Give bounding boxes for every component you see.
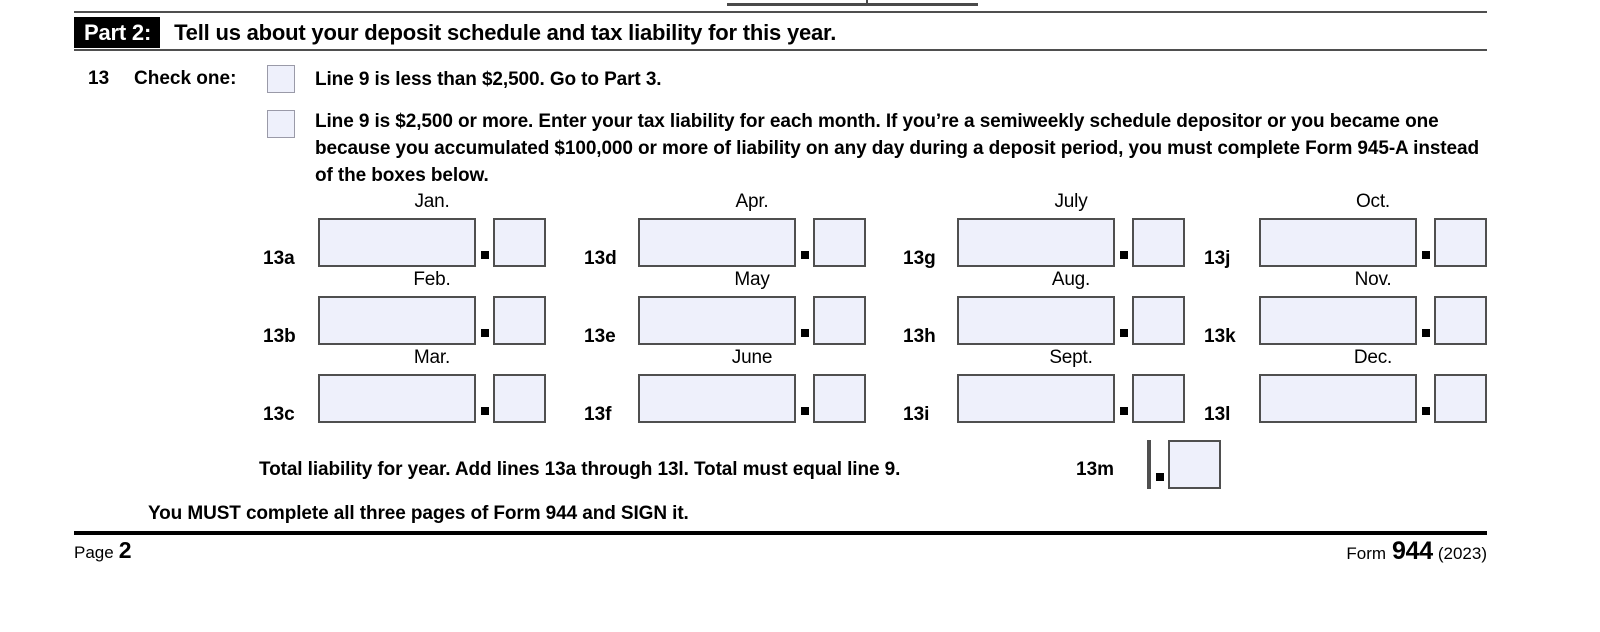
decimal-point-icon: [481, 407, 489, 415]
check-one-label: Check one:: [134, 68, 237, 89]
month-label-13e: May: [734, 269, 770, 290]
line-label-13e: 13e: [584, 326, 616, 347]
decimal-separator-13b: [476, 296, 493, 345]
line-13m-decimal-separator: [1151, 440, 1168, 489]
previous-section-field-divider: [866, 0, 868, 3]
cents-input-13k[interactable]: [1434, 296, 1487, 345]
month-label-13g: July: [1054, 191, 1088, 212]
money-box-13e: [638, 296, 866, 345]
dollars-input-13l[interactable]: [1259, 374, 1417, 423]
month-label-13f: June: [731, 347, 773, 368]
dollars-input-13b[interactable]: [318, 296, 476, 345]
dollars-input-13d[interactable]: [638, 218, 796, 267]
decimal-point-icon: [481, 329, 489, 337]
decimal-point-icon: [1422, 407, 1430, 415]
cents-input-13f[interactable]: [813, 374, 866, 423]
money-box-13c: [318, 374, 546, 423]
footer-form-number: 944: [1392, 537, 1433, 565]
line-label-13f: 13f: [584, 404, 612, 425]
money-box-13h: [957, 296, 1185, 345]
money-box-13l: [1259, 374, 1487, 423]
cents-input-13a[interactable]: [493, 218, 546, 267]
dollars-input-13c[interactable]: [318, 374, 476, 423]
decimal-point-icon: [801, 251, 809, 259]
month-label-13c: Mar.: [413, 347, 451, 368]
line-13-option-2-text: Line 9 is $2,500 or more. Enter your tax liability for each month. If you’re a semiweekly schedule depositor or you became one because you accumulated $100,000 or more of liability on any day during a deposit period, you must complete Form 945-A instead of the boxes below.: [315, 111, 1479, 186]
dollars-input-13k[interactable]: [1259, 296, 1417, 345]
previous-section-field-edge: [727, 0, 978, 6]
line-label-13i: 13i: [903, 404, 930, 425]
decimal-separator-13g: [1115, 218, 1132, 267]
line-label-13j: 13j: [1204, 248, 1231, 269]
cents-input-13i[interactable]: [1132, 374, 1185, 423]
month-label-13a: Jan.: [414, 191, 450, 212]
line-label-13l: 13l: [1204, 404, 1231, 425]
decimal-separator-13h: [1115, 296, 1132, 345]
divider-below-part2: [74, 49, 1487, 51]
cents-input-13g[interactable]: [1132, 218, 1185, 267]
line-label-13a: 13a: [263, 248, 295, 269]
line-13m-money-box: [1147, 440, 1221, 489]
dollars-input-13e[interactable]: [638, 296, 796, 345]
month-label-13k: Nov.: [1354, 269, 1392, 290]
footer-form-word: Form: [1346, 544, 1387, 563]
dollars-input-13a[interactable]: [318, 218, 476, 267]
month-label-13b: Feb.: [413, 269, 451, 290]
line-13m-label: 13m: [1076, 459, 1115, 480]
decimal-separator-13f: [796, 374, 813, 423]
decimal-point-icon: [1422, 329, 1430, 337]
part2-header: [74, 17, 836, 48]
cents-input-13c[interactable]: [493, 374, 546, 423]
cents-input-13l[interactable]: [1434, 374, 1487, 423]
dollars-input-13i[interactable]: [957, 374, 1115, 423]
money-box-13a: [318, 218, 546, 267]
decimal-separator-13i: [1115, 374, 1132, 423]
footer-page-indicator: [74, 537, 132, 564]
line-13m-cents-input[interactable]: [1168, 440, 1221, 489]
month-label-13i: Sept.: [1049, 347, 1093, 368]
month-label-13l: Dec.: [1353, 347, 1393, 368]
must-complete-notice: You MUST complete all three pages of Form 944 and SIGN it.: [148, 503, 689, 524]
decimal-point-icon: [801, 329, 809, 337]
dollars-input-13j[interactable]: [1259, 218, 1417, 267]
money-box-13k: [1259, 296, 1487, 345]
money-box-13i: [957, 374, 1185, 423]
money-box-13j: [1259, 218, 1487, 267]
line-label-13h: 13h: [903, 326, 936, 347]
line-label-13b: 13b: [263, 326, 296, 347]
decimal-separator-13e: [796, 296, 813, 345]
dollars-input-13g[interactable]: [957, 218, 1115, 267]
money-box-13g: [957, 218, 1185, 267]
footer-form-year: (2023): [1437, 544, 1487, 563]
footer-page-number: 2: [118, 537, 132, 563]
decimal-point-icon: [1156, 473, 1164, 481]
decimal-separator-13j: [1417, 218, 1434, 267]
line-label-13d: 13d: [584, 248, 617, 269]
decimal-point-icon: [1120, 329, 1128, 337]
decimal-point-icon: [1422, 251, 1430, 259]
money-box-13d: [638, 218, 866, 267]
line-label-13k: 13k: [1204, 326, 1236, 347]
money-box-13f: [638, 374, 866, 423]
cents-input-13j[interactable]: [1434, 218, 1487, 267]
decimal-point-icon: [801, 407, 809, 415]
footer-form-identifier: [1346, 537, 1487, 566]
line-13-number: 13: [88, 68, 110, 89]
decimal-point-icon: [1120, 251, 1128, 259]
decimal-separator-13k: [1417, 296, 1434, 345]
cents-input-13b[interactable]: [493, 296, 546, 345]
part2-title: Tell us about your deposit schedule and tax liability for this year.: [174, 20, 837, 45]
decimal-separator-13d: [796, 218, 813, 267]
cents-input-13h[interactable]: [1132, 296, 1185, 345]
month-label-13h: Aug.: [1051, 269, 1091, 290]
dollars-input-13h[interactable]: [957, 296, 1115, 345]
decimal-point-icon: [1120, 407, 1128, 415]
cents-input-13d[interactable]: [813, 218, 866, 267]
decimal-separator-13l: [1417, 374, 1434, 423]
line-13-checkbox-option-1[interactable]: [267, 65, 295, 93]
total-liability-text: Total liability for year. Add lines 13a through 13l. Total must equal line 9.: [259, 459, 901, 480]
line-13-option-1-text: Line 9 is less than $2,500. Go to Part 3.: [315, 69, 662, 90]
month-label-13d: Apr.: [735, 191, 769, 212]
decimal-separator-13c: [476, 374, 493, 423]
decimal-separator-13a: [476, 218, 493, 267]
part2-tag: Part 2:: [74, 17, 160, 48]
footer-page-word: Page: [74, 543, 114, 562]
line-label-13g: 13g: [903, 248, 936, 269]
divider-above-part2: [74, 11, 1487, 13]
decimal-point-icon: [481, 251, 489, 259]
money-box-13b: [318, 296, 546, 345]
line-13-checkbox-option-2[interactable]: [267, 110, 295, 138]
dollars-input-13f[interactable]: [638, 374, 796, 423]
footer-divider: [74, 531, 1487, 535]
line-label-13c: 13c: [263, 404, 295, 425]
month-label-13j: Oct.: [1355, 191, 1391, 212]
cents-input-13e[interactable]: [813, 296, 866, 345]
